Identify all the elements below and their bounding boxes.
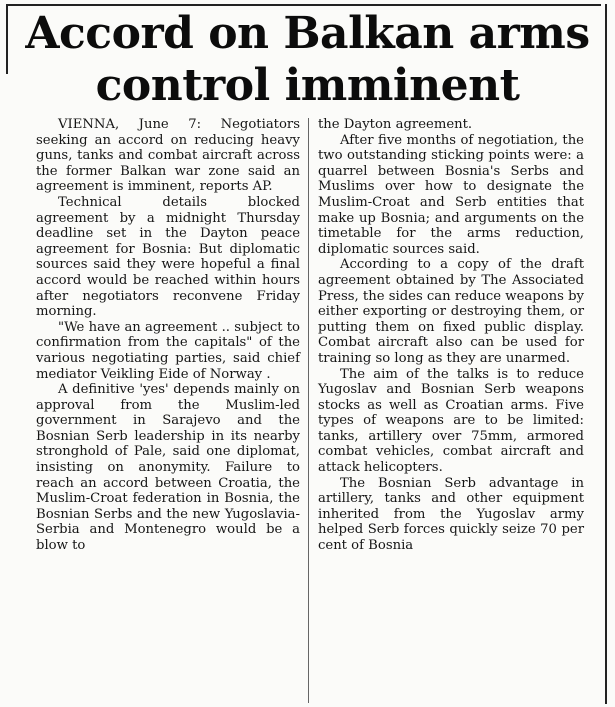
paragraph-dateline: VIENNA, June 7: Negotiators seeking an accord on reducing heavy guns, tanks and combat aircraft across the former Balkan war zone said an agreement is imminent, reports AP. (36, 117, 300, 195)
paragraph-approval: A definitive 'yes' depends mainly on approval from the Muslim-led government in Sarajevo and the Bosnian Serb leadership in its nearby stronghold of Pale, said one diplomat, insisting on anonymity. Failure to reach an accord between Croatia, the Muslim-Croat federation in Bosnia, the Bosnian Serbs and the new Yugoslavia-Serbia and Montenegro would be a blow to (36, 382, 300, 554)
column-divider (308, 118, 309, 703)
paragraph-sticking-points: After five months of negotiation, the two outstanding sticking points were: a quarrel between Bosnia's Serbs and Muslims over how to designate the Muslim-Croat and Serb entities that make up Bosnia; and arguments on the timetable for the arms reduction, diplomatic sources said. (318, 132, 584, 257)
paragraph-continuation: the Dayton agreement. (318, 117, 473, 132)
paragraph-talks-aim: The aim of the talks is to reduce Yugoslav and Bosnian Serb weapons stocks as well as Croatian arms. Five types of weapons are to be limited: tanks, artillery over 75mm, armored combat vehicles, combat aircraft and attack helicopters. (318, 366, 584, 476)
headline-line-1: Accord on Balkan arms (25, 8, 590, 59)
headline-line-2: control imminent (95, 60, 520, 111)
paragraph-mediator-quote: "We have an agreement .. subject to confirmation from the capitals" of the various negotiating parties, said chief mediator Veikling Eide of Norway . (36, 319, 300, 382)
top-border-rule (8, 4, 601, 6)
paragraph-serb-advantage: The Bosnian Serb advantage in artillery, tanks and other equipment inherited from the Yugoslav army helped Serb forces quickly seize 70 per cent of Bosnia (318, 475, 584, 554)
headline (0, 8, 615, 112)
paragraph-draft-agreement: According to a copy of the draft agreement obtained by The Associated Press, the sides can reduce weapons by either exporting or destroying them, or putting them on fixed public display. Combat aircraft also can be used for training so long as they are unarmed. (318, 257, 584, 366)
article-column-left (36, 117, 300, 554)
paragraph-technical-details: Technical details blocked agreement by a midnight Thursday deadline set in the Dayton peace agreement for Bosnia: But diplomatic sources said they were hopeful a final accord would be reached within hours after negotiators reconvene Friday morning. (36, 194, 300, 320)
article-column-right (318, 117, 584, 554)
